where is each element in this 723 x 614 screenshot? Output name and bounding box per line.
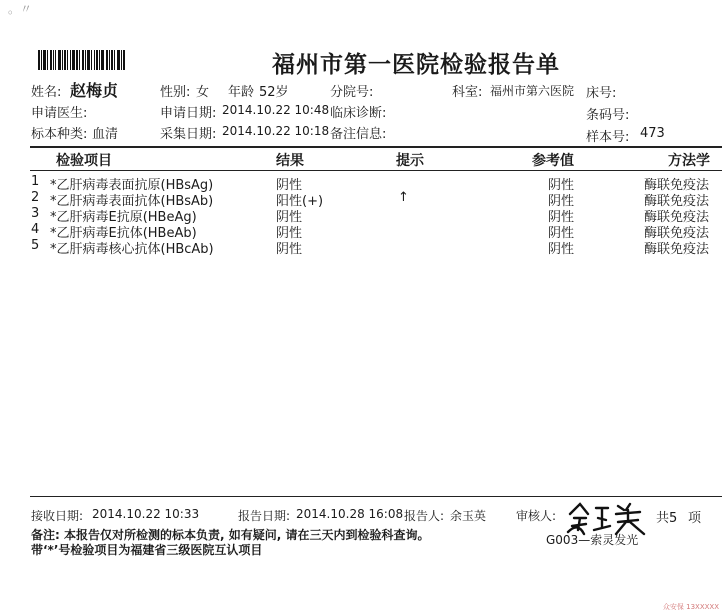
note-info-label: 备注信息: — [330, 127, 387, 142]
age-label: 年龄 — [228, 85, 255, 100]
test-item: *乙肝病毒E抗原(HBeAg) — [50, 210, 197, 225]
report-title: 福州市第一医院检验报告单 — [272, 51, 560, 78]
test-item: *乙肝病毒表面抗原(HBsAg) — [50, 178, 214, 193]
report-note: 备注: 本报告仅对所检测的标本负责, 如有疑问, 请在三天内到检验科查询。 — [31, 528, 430, 542]
test-result: 阴性 — [276, 242, 303, 257]
method: 酶联免疫法 — [644, 242, 710, 257]
test-result: 阴性 — [276, 210, 303, 225]
method: 酶联免疫法 — [644, 194, 710, 209]
sample-type-label: 标本种类: — [31, 127, 88, 142]
test-item: *乙肝病毒E抗体(HBeAb) — [50, 226, 197, 241]
test-result: 阴性 — [276, 226, 303, 241]
col-header-reference: 参考值 — [532, 153, 574, 169]
reviewer-signature — [564, 496, 650, 536]
age-value: 52岁 — [259, 85, 289, 100]
method: 酶联免疫法 — [644, 178, 710, 193]
device-label: G003—索灵发光 — [546, 533, 639, 547]
request-date: 2014.10.22 10:48 — [222, 103, 330, 117]
header-bottom-rule — [30, 170, 722, 171]
patient-name: 赵梅贞 — [70, 81, 119, 100]
sample-no-label: 样本号: — [586, 130, 630, 145]
corner-mark: 。〃 — [8, 2, 33, 16]
reference-value: 阴性 — [548, 178, 575, 193]
row-number: 2 — [31, 190, 40, 205]
diagnosis-label: 临床诊断: — [330, 106, 387, 121]
dept-value: 福州市第六医院 — [490, 84, 575, 98]
sex-value: 女 — [196, 85, 210, 100]
reviewer-label: 审核人: — [516, 509, 557, 523]
receive-date: 2014.10.22 10:33 — [92, 507, 200, 521]
total-count: 共5 — [656, 511, 678, 526]
total-unit: 项 — [688, 511, 702, 526]
bed-label: 床号: — [586, 86, 617, 101]
receive-date-label: 接收日期: — [31, 509, 84, 523]
test-item: *乙肝病毒表面抗体(HBsAb) — [50, 194, 214, 209]
name-label: 姓名: — [31, 85, 62, 100]
method: 酶联免疫法 — [644, 210, 710, 225]
collect-date: 2014.10.22 10:18 — [222, 124, 330, 138]
row-number: 3 — [31, 206, 40, 221]
col-header-item: 检验项目 — [56, 153, 112, 169]
sample-type: 血清 — [92, 127, 119, 142]
col-header-method: 方法学 — [668, 153, 710, 169]
mutual-recognition-note: 带‘*’号检验项目为福建省三级医院互认项目 — [31, 543, 263, 557]
sex-label: 性别: — [160, 85, 191, 100]
col-header-result: 结果 — [276, 153, 304, 169]
reference-value: 阴性 — [548, 226, 575, 241]
test-result: 阴性 — [276, 178, 303, 193]
row-number: 5 — [31, 238, 40, 253]
method: 酶联免疫法 — [644, 226, 710, 241]
barcode-no-label: 条码号: — [586, 108, 630, 123]
reference-value: 阴性 — [548, 210, 575, 225]
sample-no: 473 — [640, 126, 665, 141]
reference-value: 阴性 — [548, 194, 575, 209]
barcode — [38, 50, 146, 70]
dept-label: 科室: — [452, 85, 483, 100]
header-top-rule — [30, 146, 722, 148]
col-header-hint: 提示 — [396, 153, 424, 169]
up-arrow-icon: ↑ — [398, 190, 409, 205]
request-date-label: 申请日期: — [160, 106, 217, 121]
test-item: *乙肝病毒核心抗体(HBcAb) — [50, 242, 214, 257]
test-result: 阳性(+) — [276, 194, 324, 209]
watermark: 众安保 13XXXXX — [662, 603, 719, 611]
report-date-label: 报告日期: — [238, 509, 291, 523]
row-number: 1 — [31, 174, 40, 189]
row-number: 4 — [31, 222, 40, 237]
reporter-label: 报告人: — [404, 509, 445, 523]
doctor-label: 申请医生: — [31, 106, 88, 121]
reference-value: 阴性 — [548, 242, 575, 257]
branch-label: 分院号: — [330, 85, 374, 100]
report-date: 2014.10.28 16:08 — [296, 507, 404, 521]
collect-date-label: 采集日期: — [160, 127, 217, 142]
reporter-name: 余玉英 — [450, 509, 487, 523]
